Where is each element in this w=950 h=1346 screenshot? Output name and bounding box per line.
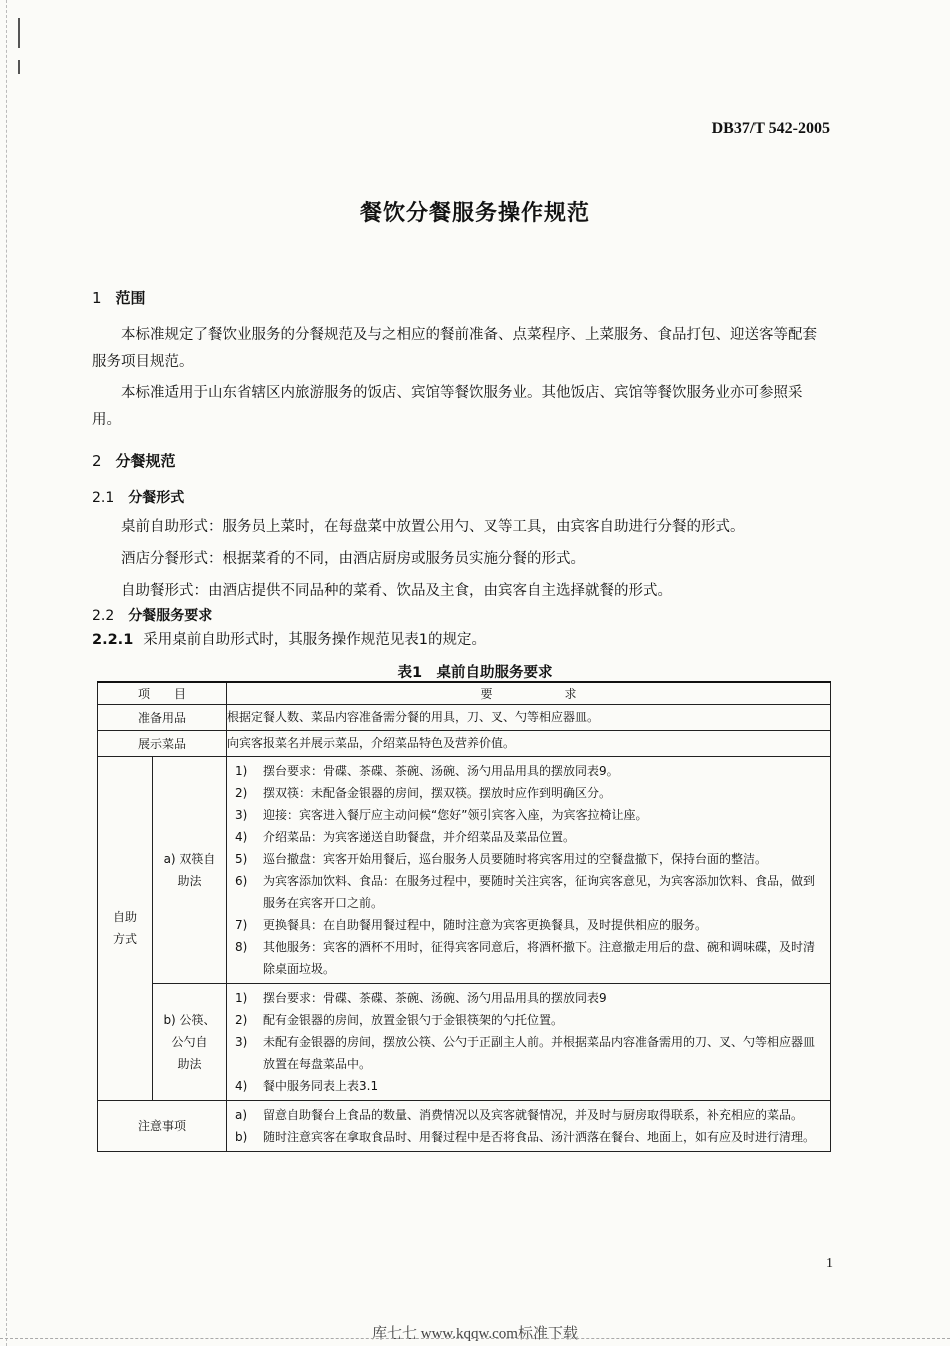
form-hotel-serving: 酒店分餐形式：根据菜肴的不同，由酒店厨房或服务员实施分餐的形式。 xyxy=(121,551,585,567)
row-label-show: 展示菜品 xyxy=(98,730,227,756)
list-item xyxy=(235,1031,824,1075)
table-caption: 表1 桌前自助服务要求 xyxy=(397,665,553,681)
public-chopsticks-items xyxy=(227,983,831,1100)
table-row-mode-a xyxy=(98,756,831,983)
notes-label: 注意事项 xyxy=(98,1100,227,1151)
page-number: 1 xyxy=(826,1256,833,1271)
item-text: 为宾客添加饮料、食品：在服务过程中，要随时关注宾客，征询宾客意见，为宾客添加饮料、食品，做到服务在宾客开口之前。 xyxy=(263,873,816,910)
section-number: 2 xyxy=(92,452,102,470)
section-2-2-1-text xyxy=(92,628,486,649)
list-item xyxy=(235,804,824,826)
requirement-list xyxy=(227,984,830,1100)
download-footer: 库七七 www.kqqw.com标准下载 xyxy=(372,1326,578,1342)
item-number: 1) xyxy=(235,990,248,1005)
method-label-line: b) 公筷、 xyxy=(163,1012,216,1027)
item-number: 8) xyxy=(235,939,248,954)
section-1-heading xyxy=(92,287,146,308)
section-title: 分餐形式 xyxy=(128,490,185,506)
section-2-2-heading xyxy=(92,605,212,625)
scope-paragraph-2: 本标准适用于山东省辖区内旅游服务的饭店、宾馆等餐饮服务业。其他饭店、宾馆等餐饮服务业亦可参照采用。 xyxy=(92,385,803,428)
row-text-show: 向宾客报菜名并展示菜品，介绍菜品特色及营养价值。 xyxy=(227,730,831,756)
item-text: 介绍菜品：为宾客递送自助餐盘，并介绍菜品及菜品位置。 xyxy=(263,829,576,844)
scope-paragraph-1: 本标准规定了餐饮业服务的分餐规范及与之相应的餐前准备、点菜程序、上菜服务、食品打包、迎送客等配套服务项目规范。 xyxy=(92,327,817,370)
list-item xyxy=(235,1126,824,1148)
section-number: 1 xyxy=(92,289,102,307)
item-number: 5) xyxy=(235,851,248,866)
table-header-row xyxy=(98,682,831,704)
item-text: 摆双筷：未配备金银器的房间，摆双筷。摆放时应作到明确区分。 xyxy=(263,785,612,800)
item-text: 随时注意宾客在拿取食品时、用餐过程中是否将食品、汤汁洒落在餐台、地面上，如有应及时进行清理。 xyxy=(263,1129,816,1144)
list-item xyxy=(235,782,824,804)
item-number: 4) xyxy=(235,1078,248,1093)
list-item xyxy=(235,987,824,1009)
method-label-line: 助法 xyxy=(177,873,202,888)
scan-bottom-rule xyxy=(0,1338,950,1339)
item-number: a) xyxy=(235,1107,248,1122)
item-number: 4) xyxy=(235,829,248,844)
list-item xyxy=(235,760,824,782)
list-item xyxy=(235,936,824,980)
method-label-line: 公勺自 xyxy=(171,1034,208,1049)
item-number: 3) xyxy=(235,1034,248,1049)
item-number: 7) xyxy=(235,917,248,932)
table-row xyxy=(98,730,831,756)
row-label-prep: 准备用品 xyxy=(98,704,227,730)
item-text: 巡台撤盘：宾客开始用餐后，巡台服务人员要随时将宾客用过的空餐盘撤下，保持台面的整洁。 xyxy=(263,851,768,866)
header-item: 项 目 xyxy=(98,682,227,704)
clause-text: 采用桌前自助形式时，其服务操作规范见表1的规定。 xyxy=(143,632,487,648)
item-text: 餐中服务同表上表3.1 xyxy=(263,1078,379,1093)
section-2-heading xyxy=(92,450,176,471)
list-item xyxy=(235,826,824,848)
item-text: 更换餐具：在自助餐用餐过程中，随时注意为宾客更换餐具，及时提供相应的服务。 xyxy=(263,917,708,932)
item-number: 3) xyxy=(235,807,248,822)
item-text: 迎接：宾客进入餐厅应主动问候“您好”领引宾客入座，为宾客拉椅让座。 xyxy=(263,807,648,822)
section-title: 范围 xyxy=(115,289,146,307)
item-text: 未配有金银器的房间，摆放公筷、公勺于正副主人前。并根据菜品内容准备需用的刀、叉、勺等相应器皿放置在每盘菜品中。 xyxy=(263,1034,816,1071)
item-number: b) xyxy=(235,1129,248,1144)
double-chopsticks-label xyxy=(153,756,227,983)
item-text: 其他服务：宾客的酒杯不用时，征得宾客同意后，将酒杯撤下。注意撤走用后的盘、碗和调味碟，及时清除桌面垃圾。 xyxy=(263,939,816,976)
item-number: 1) xyxy=(235,763,248,778)
requirement-list xyxy=(227,757,830,983)
mode-label-line: 方式 xyxy=(112,932,137,946)
item-text: 留意自助餐台上食品的数量、消费情况以及宾客就餐情况，并及时与厨房取得联系，补充相应的菜品。 xyxy=(263,1107,804,1122)
notes-items xyxy=(227,1100,831,1151)
list-item xyxy=(235,848,824,870)
section-number: 2.2 xyxy=(92,608,115,624)
section-title: 分餐规范 xyxy=(115,452,176,470)
section-title: 分餐服务要求 xyxy=(128,608,213,624)
section-2-1-heading xyxy=(92,487,184,507)
table-row-mode-b xyxy=(98,983,831,1100)
method-label-line: 助法 xyxy=(177,1056,202,1071)
document-title: 餐饮分餐服务操作规范 xyxy=(359,201,590,226)
public-chopsticks-label xyxy=(153,983,227,1100)
double-chopsticks-items xyxy=(227,756,831,983)
standard-code: DB37/T 542-2005 xyxy=(711,120,830,137)
list-item xyxy=(235,1009,824,1031)
form-desktop-self-service: 桌前自助形式：服务员上菜时，在每盘菜中放置公用勺、叉等工具，由宾客自助进行分餐的形式。 xyxy=(121,519,745,535)
item-text: 摆台要求：骨碟、茶碟、茶碗、汤碗、汤勺用品用具的摆放同表9。 xyxy=(263,763,619,778)
item-number: 2) xyxy=(235,1012,248,1027)
item-number: 2) xyxy=(235,785,248,800)
scan-margin-mark xyxy=(18,18,20,48)
item-number: 6) xyxy=(235,873,248,888)
requirement-list xyxy=(227,1101,830,1151)
row-text-prep: 根据定餐人数、菜品内容准备需分餐的用具，刀、叉、勺等相应器皿。 xyxy=(227,704,831,730)
list-item xyxy=(235,870,824,914)
item-text: 配有金银器的房间，放置金银勺于金银筷架的勺托位置。 xyxy=(263,1012,564,1027)
list-item xyxy=(235,914,824,936)
scan-margin-mark xyxy=(18,60,20,74)
method-label-line: a) 双筷自 xyxy=(163,851,216,866)
header-requirement: 要 求 xyxy=(227,682,831,704)
self-service-mode-label xyxy=(98,756,153,1100)
item-text: 摆台要求：骨碟、茶碟、茶碗、汤碗、汤勺用品用具的摆放同表9 xyxy=(263,990,607,1005)
table-row xyxy=(98,704,831,730)
table-row-notes xyxy=(98,1100,831,1151)
section-number: 2.1 xyxy=(92,490,115,506)
section-number: 2.2.1 xyxy=(92,632,134,648)
requirements-table xyxy=(97,681,831,1152)
form-buffet: 自助餐形式：由酒店提供不同品种的菜肴、饮品及主食，由宾客自主选择就餐的形式。 xyxy=(121,583,672,599)
list-item xyxy=(235,1075,824,1097)
list-item xyxy=(235,1104,824,1126)
mode-label-line: 自助 xyxy=(112,910,137,924)
